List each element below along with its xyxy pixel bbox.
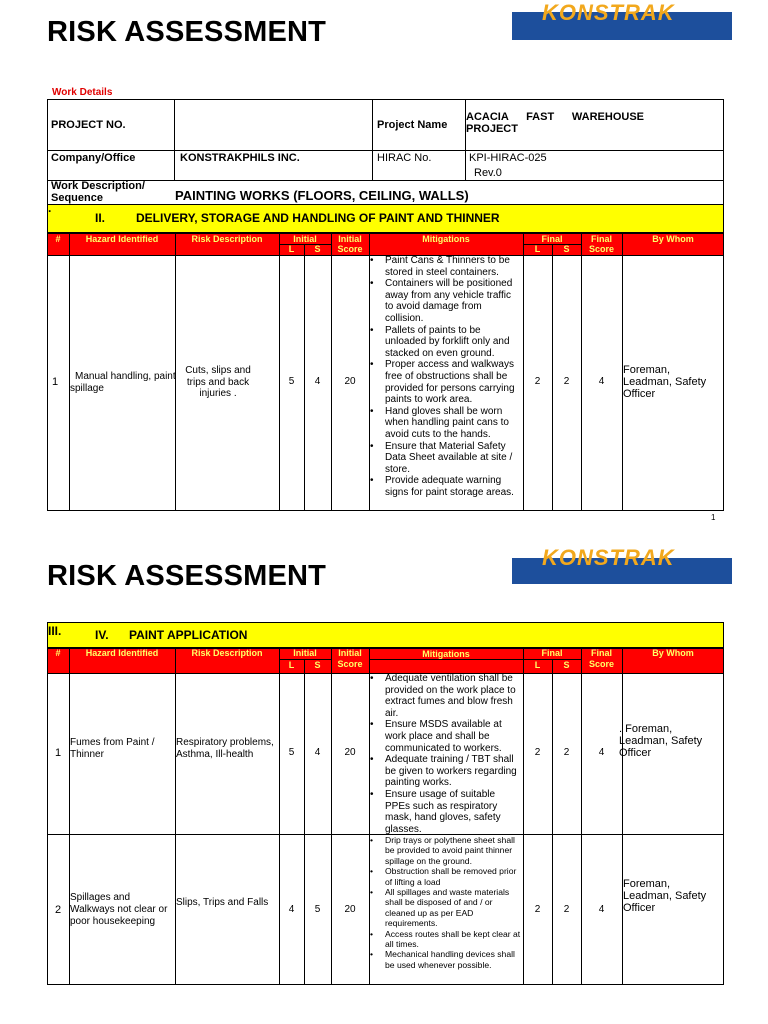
mitigation-item: • Adequate training / TBT shall be given to workers regarding painting works. xyxy=(370,754,522,789)
section-title: DELIVERY, STORAGE AND HANDLING OF PAINT AND THINNER xyxy=(136,211,500,225)
row-risk: Slips, Trips and Falls xyxy=(176,897,269,908)
page-title: RISK ASSESSMENT xyxy=(47,16,327,48)
mitigation-item: • Adequate ventilation shall be provided on the work place to extract fumes and blow fresh air. xyxy=(370,673,522,719)
row-final-s: 2 xyxy=(563,376,570,387)
mitigation-item: • Provide adequate warning signs for paint storage areas. xyxy=(370,475,522,498)
row-final-l: 2 xyxy=(534,376,541,387)
company-logo-icon: KONSTRAK xyxy=(512,558,732,584)
project-name-value: ACACIA FAST WAREHOUSE PROJECT xyxy=(466,111,644,135)
header-initial-l: L xyxy=(288,244,295,254)
work-details-label: Work Details xyxy=(52,87,113,98)
row-mitigations xyxy=(370,673,522,835)
section-number: IV. xyxy=(95,628,109,642)
page-number: 1 xyxy=(711,513,716,522)
header-by-whom: By Whom xyxy=(652,234,694,244)
row-final-s: 2 xyxy=(563,904,570,915)
mitigation-item: • Access routes shall be kept clear at all times. xyxy=(370,929,522,950)
row-risk: Cuts, slips and trips and back injuries . xyxy=(185,365,251,399)
header-num: # xyxy=(55,648,61,658)
project-no-label: PROJECT NO. xyxy=(51,119,126,131)
section-mark: III. xyxy=(48,624,62,638)
header-mitigations: Mitigations xyxy=(422,234,470,244)
mitigation-item: • All spillages and waste materials shall be disposed of and / or cleaned up as per EAD requirements. xyxy=(370,887,522,929)
header-final: Final xyxy=(541,648,563,658)
header-num: # xyxy=(55,234,61,244)
row-hazard: Manual handling, paint spillage xyxy=(70,371,176,394)
project-name-label: Project Name xyxy=(377,119,448,131)
row-score: 20 xyxy=(344,376,356,387)
header-final-l: L xyxy=(534,660,541,670)
work-desc-label: Work Description/ Sequence xyxy=(51,180,145,204)
mitigation-item: • Mechanical handling devices shall be used whenever possible. xyxy=(370,949,522,970)
mitigation-item: • Ensure MSDS available at work place and shall be communicated to workers. xyxy=(370,719,522,754)
company-label: Company/Office xyxy=(51,152,136,164)
header-final-s: S xyxy=(563,660,570,670)
row-final-s: 2 xyxy=(563,747,570,758)
header-risk: Risk Description xyxy=(191,648,263,658)
row-hazard: Spillages and Walkways not clear or poor housekeeping xyxy=(70,892,168,927)
row-risk: Respiratory problems, Asthma, Ill-health xyxy=(176,737,274,760)
row-by-whom: . Foreman, Leadman, Safety Officer xyxy=(619,723,703,759)
mitigation-item: • Proper access and walkways free of obstructions shall be provided for persons carrying paints to work area. xyxy=(370,359,522,405)
header-final-s: S xyxy=(563,244,570,254)
row-l: 5 xyxy=(288,747,295,758)
header-risk: Risk Description xyxy=(191,234,263,244)
row-final-score: 4 xyxy=(598,904,605,915)
section-number: II. xyxy=(95,211,106,225)
header-hazard: Hazard Identified xyxy=(85,648,159,658)
header-final-score: Final Score xyxy=(588,234,614,254)
row-final-score: 4 xyxy=(598,747,605,758)
row-score: 20 xyxy=(344,747,356,758)
row-mitigations xyxy=(370,255,522,498)
header-initial-s: S xyxy=(314,244,321,254)
hirac-rev: Rev.0 xyxy=(474,167,502,179)
page-title: RISK ASSESSMENT xyxy=(47,560,327,592)
row-final-score: 4 xyxy=(598,376,605,387)
row-num: 2 xyxy=(54,904,62,916)
row-num: 1 xyxy=(54,747,62,759)
header-initial-score: Initial Score xyxy=(337,234,363,254)
row-l: 5 xyxy=(288,376,295,387)
row-s: 4 xyxy=(314,747,321,758)
mitigation-item: • Obstruction shall be removed prior of lifting a load xyxy=(370,866,522,887)
header-initial: Initial xyxy=(293,648,317,658)
header-initial: Initial xyxy=(293,234,317,244)
header-by-whom: By Whom xyxy=(652,648,694,658)
header-final-l: L xyxy=(534,244,541,254)
header-initial-l: L xyxy=(288,660,295,670)
row-s: 5 xyxy=(314,904,321,915)
header-mitigations: Mitigations xyxy=(422,649,470,659)
work-desc-value: PAINTING WORKS (FLOORS, CEILING, WALLS) xyxy=(175,188,469,203)
row-by-whom: Foreman, Leadman, Safety Officer xyxy=(623,364,707,400)
header-final-score: Final Score xyxy=(588,648,614,669)
row-num: 1 xyxy=(52,376,59,388)
mitigation-item: • Ensure that Material Safety Data Sheet available at site / store. xyxy=(370,441,522,476)
row-mitigations xyxy=(370,835,522,970)
mitigation-item: • Pallets of paints to be unloaded by forklift only and stacked on even ground. xyxy=(370,325,522,360)
hirac-label: HIRAC No. xyxy=(377,152,432,164)
header-initial-s: S xyxy=(314,660,321,670)
row-l: 4 xyxy=(288,904,295,915)
section-title: PAINT APPLICATION xyxy=(129,628,248,642)
row-hazard: Fumes from Paint / Thinner xyxy=(70,737,155,760)
header-initial-score: Initial Score xyxy=(337,648,363,669)
company-logo-icon: KONSTRAK xyxy=(512,12,732,40)
row-s: 4 xyxy=(314,376,321,387)
mitigation-item: • Ensure usage of suitable PPEs such as respiratory mask, hand gloves, safety glasses. xyxy=(370,789,522,835)
mitigation-item: • Hand gloves shall be worn when handling paint cans to avoid cuts to the hands. xyxy=(370,406,522,441)
section-mark: · xyxy=(48,204,52,218)
row-by-whom: Foreman, Leadman, Safety Officer xyxy=(623,878,707,914)
row-final-l: 2 xyxy=(534,747,541,758)
mitigation-item: • Containers will be positioned away from any vehicle traffic to avoid damage from collision. xyxy=(370,278,522,324)
hirac-value: KPI-HIRAC-025 xyxy=(469,152,547,164)
company-value: KONSTRAKPHILS INC. xyxy=(180,152,300,164)
mitigation-item: • Paint Cans & Thinners to be stored in steel containers. xyxy=(370,255,522,278)
header-final: Final xyxy=(541,234,563,244)
row-score: 20 xyxy=(344,904,356,915)
row-final-l: 2 xyxy=(534,904,541,915)
mitigation-item: • Drip trays or polythene sheet shall be provided to avoid paint thinner spillage on the ground. xyxy=(370,835,522,866)
header-hazard: Hazard Identified xyxy=(85,234,159,244)
